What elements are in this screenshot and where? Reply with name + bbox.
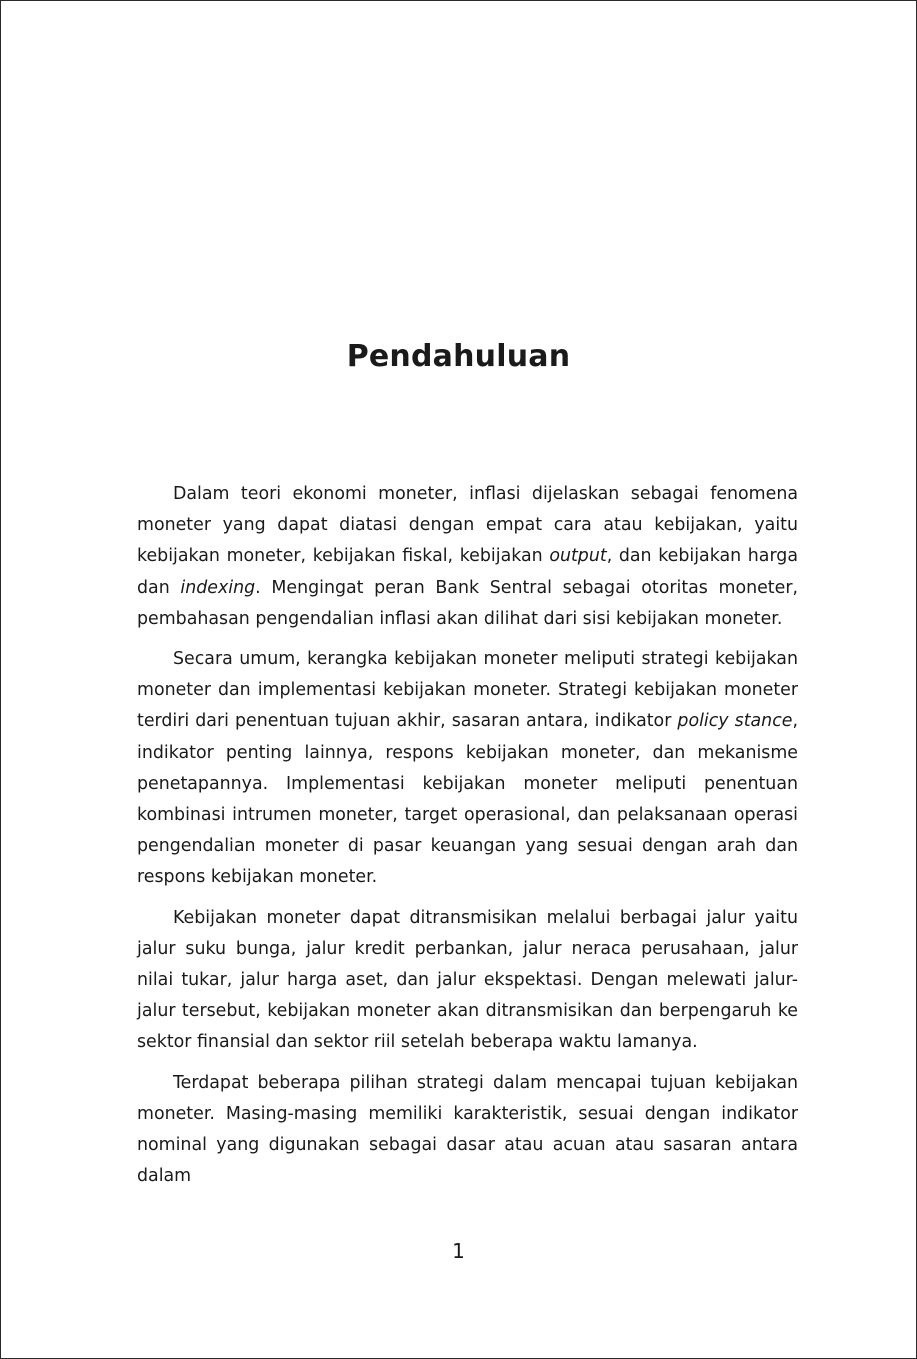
- paragraph-1-text-b: , dan kebijakan harga dan: [137, 546, 798, 598]
- paragraph-1-text-a: Dalam teori ekonomi moneter, inflasi dijelaskan sebagai fenomena moneter yang dapat diatasi dengan empat cara atau kebijakan, yaitu kebijakan moneter, kebijakan fiskal, kebijakan: [137, 484, 798, 567]
- body-text: [137, 479, 798, 1201]
- paragraph-2-text-b: , indikator penting lainnya, respons kebijakan moneter, dan mekanisme penetapannya. Implementasi kebijakan moneter meliputi penentuan kombinasi intrumen moneter, target operasional, dan pelaksanaan operasi pengendalian moneter di pasar keuangan yang sesuai dengan arah dan respons kebijakan moneter.: [137, 711, 798, 888]
- page-number: 1: [452, 1239, 465, 1263]
- paragraph-2-text-a: Secara umum, kerangka kebijakan moneter meliputi strategi kebijakan moneter dan implementasi kebijakan moneter. Strategi kebijakan moneter terdiri dari penentuan tujuan akhir, sasaran antara, indikator: [137, 649, 798, 732]
- chapter-title: Pendahuluan: [346, 339, 571, 374]
- paragraph-3: Kebijakan moneter dapat ditransmisikan melalui berbagai jalur yaitu jalur suku bunga, jalur kredit perbankan, jalur neraca perusahaan, jalur nilai tukar, jalur harga aset, dan jalur ekspektasi. Dengan melewati jalur-jalur tersebut, kebijakan moneter akan ditransmisikan dan berpengaruh ke sektor finansial dan sektor riil setelah beberapa waktu lamanya.: [137, 907, 798, 1053]
- paragraph-1-text-c: . Mengingat peran Bank Sentral sebagai otoritas moneter, pembahasan pengendalian inflasi akan dilihat dari sisi kebijakan moneter.: [137, 577, 799, 629]
- paragraph-1-italic-output: output: [549, 546, 607, 567]
- paragraph-1: [137, 479, 798, 635]
- paragraph-2-italic-policy-stance: policy stance: [677, 711, 793, 732]
- paragraph-1-italic-indexing: indexing: [180, 577, 256, 598]
- paragraph-4: Terdapat beberapa pilihan strategi dalam mencapai tujuan kebijakan moneter. Masing-masing memiliki karakteristik, sesuai dengan indikator nominal yang digunakan sebagai dasar atau acuan atau sasaran antara dalam: [137, 1072, 798, 1187]
- paragraph-2: [137, 644, 798, 894]
